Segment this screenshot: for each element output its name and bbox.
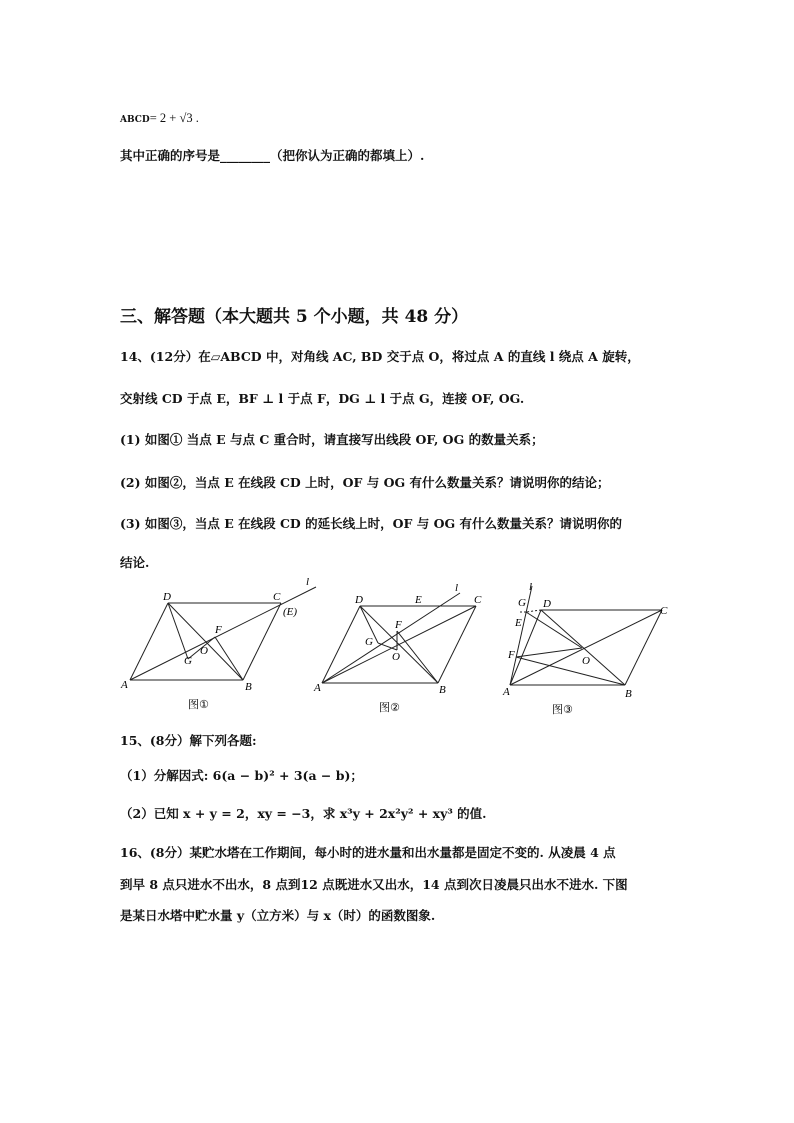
fig2-label-O: O [392, 651, 400, 663]
figure-1 [118, 575, 323, 715]
q14-part1: (1) 如图① 当点 E 与点 C 重合时，请直接写出线段 OF, OG 的数量关系； [120, 432, 544, 447]
figure-3 [500, 578, 680, 718]
fig1-label-G: G [184, 655, 192, 667]
q15-part1: （1）分解因式: 6(a − b)² + 3(a − b)； [120, 768, 363, 783]
fig2-label-D: D [355, 594, 363, 606]
fig1-label-C: C [273, 591, 281, 603]
fig3-label-C: C [660, 605, 668, 617]
fig3-label-G: G [518, 597, 526, 609]
fig3-label-B: B [625, 688, 632, 700]
fig1-label-A: A [121, 679, 128, 691]
q16-line1: 16、(8分）某贮水塔在工作期间，每小时的进水量和出水量都是固定不变的. 从凌晨 4 点 [120, 845, 616, 860]
fig2-caption: 图② [379, 701, 400, 714]
fig1-label-F: F [215, 624, 222, 636]
abcd-value: = 2 + √3 . [149, 111, 199, 125]
fig3-label-A: A [503, 686, 510, 698]
fig3-label-O: O [582, 655, 590, 667]
fig3-label-l: l [529, 581, 533, 593]
fig3-caption: 图③ [552, 703, 573, 716]
q14-part2: (2) 如图②，当点 E 在线段 CD 上时，OF 与 OG 有什么数量关系？请说明你的结论； [120, 475, 610, 490]
fig2-label-B: B [439, 684, 446, 696]
fig1-caption: 图① [188, 698, 209, 711]
q15-line1: 15、(8分）解下列各题: [120, 733, 257, 748]
q14-part3a: (3) 如图③，当点 E 在线段 CD 的延长线上时，OF 与 OG 有什么数量关系？请说明你的 [120, 516, 622, 531]
abcd-formula-line [120, 110, 199, 126]
answer-prompt: 其中正确的序号是________（把你认为正确的都填上）. [120, 148, 425, 163]
fig1-label-O: O [200, 645, 208, 657]
q15-part2: （2）已知 x + y = 2，xy = −3，求 x³y + 2x²y² + xy³ 的值. [120, 806, 487, 821]
fig2-label-F: F [395, 619, 402, 631]
fig2-label-C: C [474, 594, 482, 606]
fig1-label-E: (E) [283, 606, 298, 618]
figure-2 [312, 578, 492, 718]
fig2-label-A: A [314, 682, 321, 694]
fig2-label-l: l [455, 582, 459, 594]
abcd-label: ABCD [120, 115, 150, 125]
q14-line1: 14、(12分）在▱ABCD 中，对角线 AC, BD 交于点 O，将过点 A 的直线 l 绕点 A 旋转， [120, 349, 640, 364]
fig2-label-E: E [415, 594, 422, 606]
section-title: 三、解答题（本大题共 5 个小题，共 48 分） [120, 307, 469, 327]
fig3-label-E: E [515, 617, 522, 629]
fig1-label-B: B [245, 681, 252, 693]
fig1-label-l: l [306, 576, 310, 588]
q16-line3: 是某日水塔中贮水量 y（立方米）与 x（时）的函数图象. [120, 908, 436, 923]
fig3-label-F: F [508, 649, 515, 661]
fig2-label-G: G [365, 636, 373, 648]
fig1-label-D: D [163, 591, 171, 603]
fig3-label-D: D [543, 598, 551, 610]
q14-part3b: 结论. [120, 555, 150, 570]
q16-line2: 到早 8 点只进水不出水，8 点到12 点既进水又出水，14 点到次日凌晨只出水不进水. 下图 [120, 877, 628, 892]
q14-line2: 交射线 CD 于点 E，BF ⊥ l 于点 F，DG ⊥ l 于点 G，连接 OF, OG. [120, 391, 525, 406]
